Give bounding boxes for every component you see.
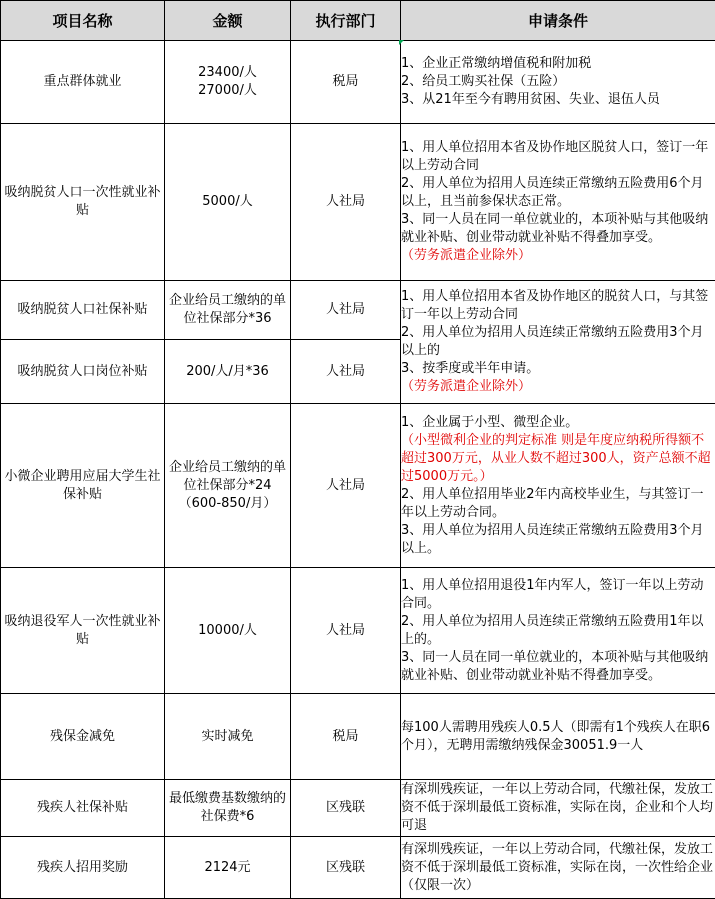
project-name-cell[interactable]: 残疾人社保补贴 bbox=[1, 780, 165, 837]
table-row bbox=[1, 404, 715, 568]
project-name-cell[interactable]: 吸纳退役军人一次性就业补贴 bbox=[1, 568, 165, 694]
condition-item: 1、企业属于小型、微型企业。 bbox=[401, 414, 715, 432]
amount-cell[interactable]: 最低缴费基数缴纳的社保费*6 bbox=[165, 780, 291, 837]
department-cell[interactable]: 税局 bbox=[291, 41, 401, 124]
conditions-cell[interactable] bbox=[401, 780, 715, 837]
table-row bbox=[1, 568, 715, 694]
amount-cell[interactable]: 企业给员工缴纳的单位社保部分*36 bbox=[165, 281, 291, 340]
condition-item: 有深圳残疾证，一年以上劳动合同，代缴社保，发放工资不低于深圳最低工资标准，实际在岗，企业和个人均可退 bbox=[401, 781, 715, 835]
amount-line: （600-850/月） bbox=[165, 495, 290, 513]
project-name-cell[interactable]: 吸纳脱贫人口社保补贴 bbox=[1, 281, 165, 340]
project-name-cell[interactable]: 重点群体就业 bbox=[1, 41, 165, 124]
department-cell[interactable]: 人社局 bbox=[291, 568, 401, 694]
condition-item: 2、用人单位为招用人员连续正常缴纳五险费用6个月以上，且当前参保状态正常。 bbox=[401, 175, 715, 211]
amount-cell[interactable] bbox=[165, 41, 291, 124]
conditions-cell[interactable] bbox=[401, 694, 715, 780]
condition-item: 1、用人单位招用本省及协作地区的脱贫人口，与其签订一年以上劳动合同 bbox=[401, 288, 715, 324]
cell-comment-marker bbox=[399, 40, 404, 45]
condition-note: （小型微利企业的判定标准 则是年度应纳税所得额不超过300万元，从业人数不超过300人，资产总额不超过5000万元。） bbox=[401, 432, 715, 486]
condition-note: （劳务派遣企业除外） bbox=[401, 378, 715, 396]
project-name-cell[interactable]: 残疾人招用奖励 bbox=[1, 837, 165, 899]
conditions-cell[interactable] bbox=[401, 837, 715, 899]
amount-cell[interactable]: 实时减免 bbox=[165, 694, 291, 780]
project-name-cell[interactable]: 残保金减免 bbox=[1, 694, 165, 780]
amount-line: 企业给员工缴纳的单位社保部分*24 bbox=[165, 459, 290, 495]
condition-item: 2、用人单位招用毕业2年内高校毕业生，与其签订一年以上劳动合同。 bbox=[401, 486, 715, 522]
amount-cell[interactable]: 200/人/月*36 bbox=[165, 340, 291, 404]
department-cell[interactable]: 税局 bbox=[291, 694, 401, 780]
condition-item: 2、用人单位为招用人员连续正常缴纳五险费用1年以上的。 bbox=[401, 613, 715, 649]
condition-item: 1、企业正常缴纳增值税和附加税 bbox=[401, 55, 715, 73]
condition-item: 1、用人单位招用退役1年内军人，签订一年以上劳动合同。 bbox=[401, 577, 715, 613]
table-row bbox=[1, 837, 715, 899]
conditions-cell[interactable] bbox=[401, 124, 715, 281]
condition-item: 2、给员工购买社保（五险） bbox=[401, 73, 715, 91]
conditions-cell[interactable] bbox=[401, 41, 715, 124]
amount-cell[interactable]: 2124元 bbox=[165, 837, 291, 899]
table-row bbox=[1, 694, 715, 780]
table-row bbox=[1, 780, 715, 837]
condition-item: 每100人需聘用残疾人0.5人（即需有1个残疾人在职6个月），无聘用需缴纳残保金30051.9一人 bbox=[401, 719, 715, 755]
condition-item: 3、同一人员在同一单位就业的，本项补贴与其他吸纳就业补贴、创业带动就业补贴不得叠加享受。 bbox=[401, 211, 715, 247]
condition-item: 3、按季度或半年申请。 bbox=[401, 360, 715, 378]
condition-item: 有深圳残疾证，一年以上劳动合同，代缴社保，发放工资不低于深圳最低工资标准，实际在岗，一次性给企业（仅限一次） bbox=[401, 841, 715, 895]
project-name-cell[interactable]: 吸纳脱贫人口一次性就业补贴 bbox=[1, 124, 165, 281]
department-cell[interactable]: 区残联 bbox=[291, 780, 401, 837]
condition-item: 1、用人单位招用本省及协作地区脱贫人口，签订一年以上劳动合同 bbox=[401, 139, 715, 175]
table-row bbox=[1, 41, 715, 124]
condition-item: 3、用人单位为招用人员连续正常缴纳五险费用3个月以上。 bbox=[401, 522, 715, 558]
conditions-cell[interactable] bbox=[401, 568, 715, 694]
project-name-cell[interactable]: 吸纳脱贫人口岗位补贴 bbox=[1, 340, 165, 404]
table-row bbox=[1, 124, 715, 281]
condition-item: 3、同一人员在同一单位就业的，本项补贴与其他吸纳就业补贴、创业带动就业补贴不得叠加享受。 bbox=[401, 649, 715, 685]
amount-cell[interactable]: 5000/人 bbox=[165, 124, 291, 281]
department-cell[interactable]: 人社局 bbox=[291, 340, 401, 404]
condition-item: 3、从21年至今有聘用贫困、失业、退伍人员 bbox=[401, 91, 715, 109]
amount-line: 23400/人 bbox=[165, 64, 290, 82]
department-cell[interactable]: 人社局 bbox=[291, 281, 401, 340]
header-conditions[interactable]: 申请条件 bbox=[401, 1, 715, 41]
amount-line: 27000/人 bbox=[165, 82, 290, 100]
header-amount[interactable]: 金额 bbox=[165, 1, 291, 41]
department-cell[interactable]: 人社局 bbox=[291, 124, 401, 281]
project-name-cell[interactable]: 小微企业聘用应届大学生社保补贴 bbox=[1, 404, 165, 568]
amount-cell[interactable] bbox=[165, 404, 291, 568]
table-row bbox=[1, 281, 715, 340]
amount-cell[interactable]: 10000/人 bbox=[165, 568, 291, 694]
department-cell[interactable]: 区残联 bbox=[291, 837, 401, 899]
department-cell[interactable]: 人社局 bbox=[291, 404, 401, 568]
header-department[interactable]: 执行部门 bbox=[291, 1, 401, 41]
condition-note: （劳务派遣企业除外） bbox=[401, 247, 715, 265]
conditions-cell[interactable] bbox=[401, 281, 715, 404]
conditions-cell[interactable] bbox=[401, 404, 715, 568]
header-project-name[interactable]: 项目名称 bbox=[1, 1, 165, 41]
header-row bbox=[1, 1, 715, 41]
condition-item: 2、用人单位为招用人员连续正常缴纳五险费用3个月以上的 bbox=[401, 324, 715, 360]
